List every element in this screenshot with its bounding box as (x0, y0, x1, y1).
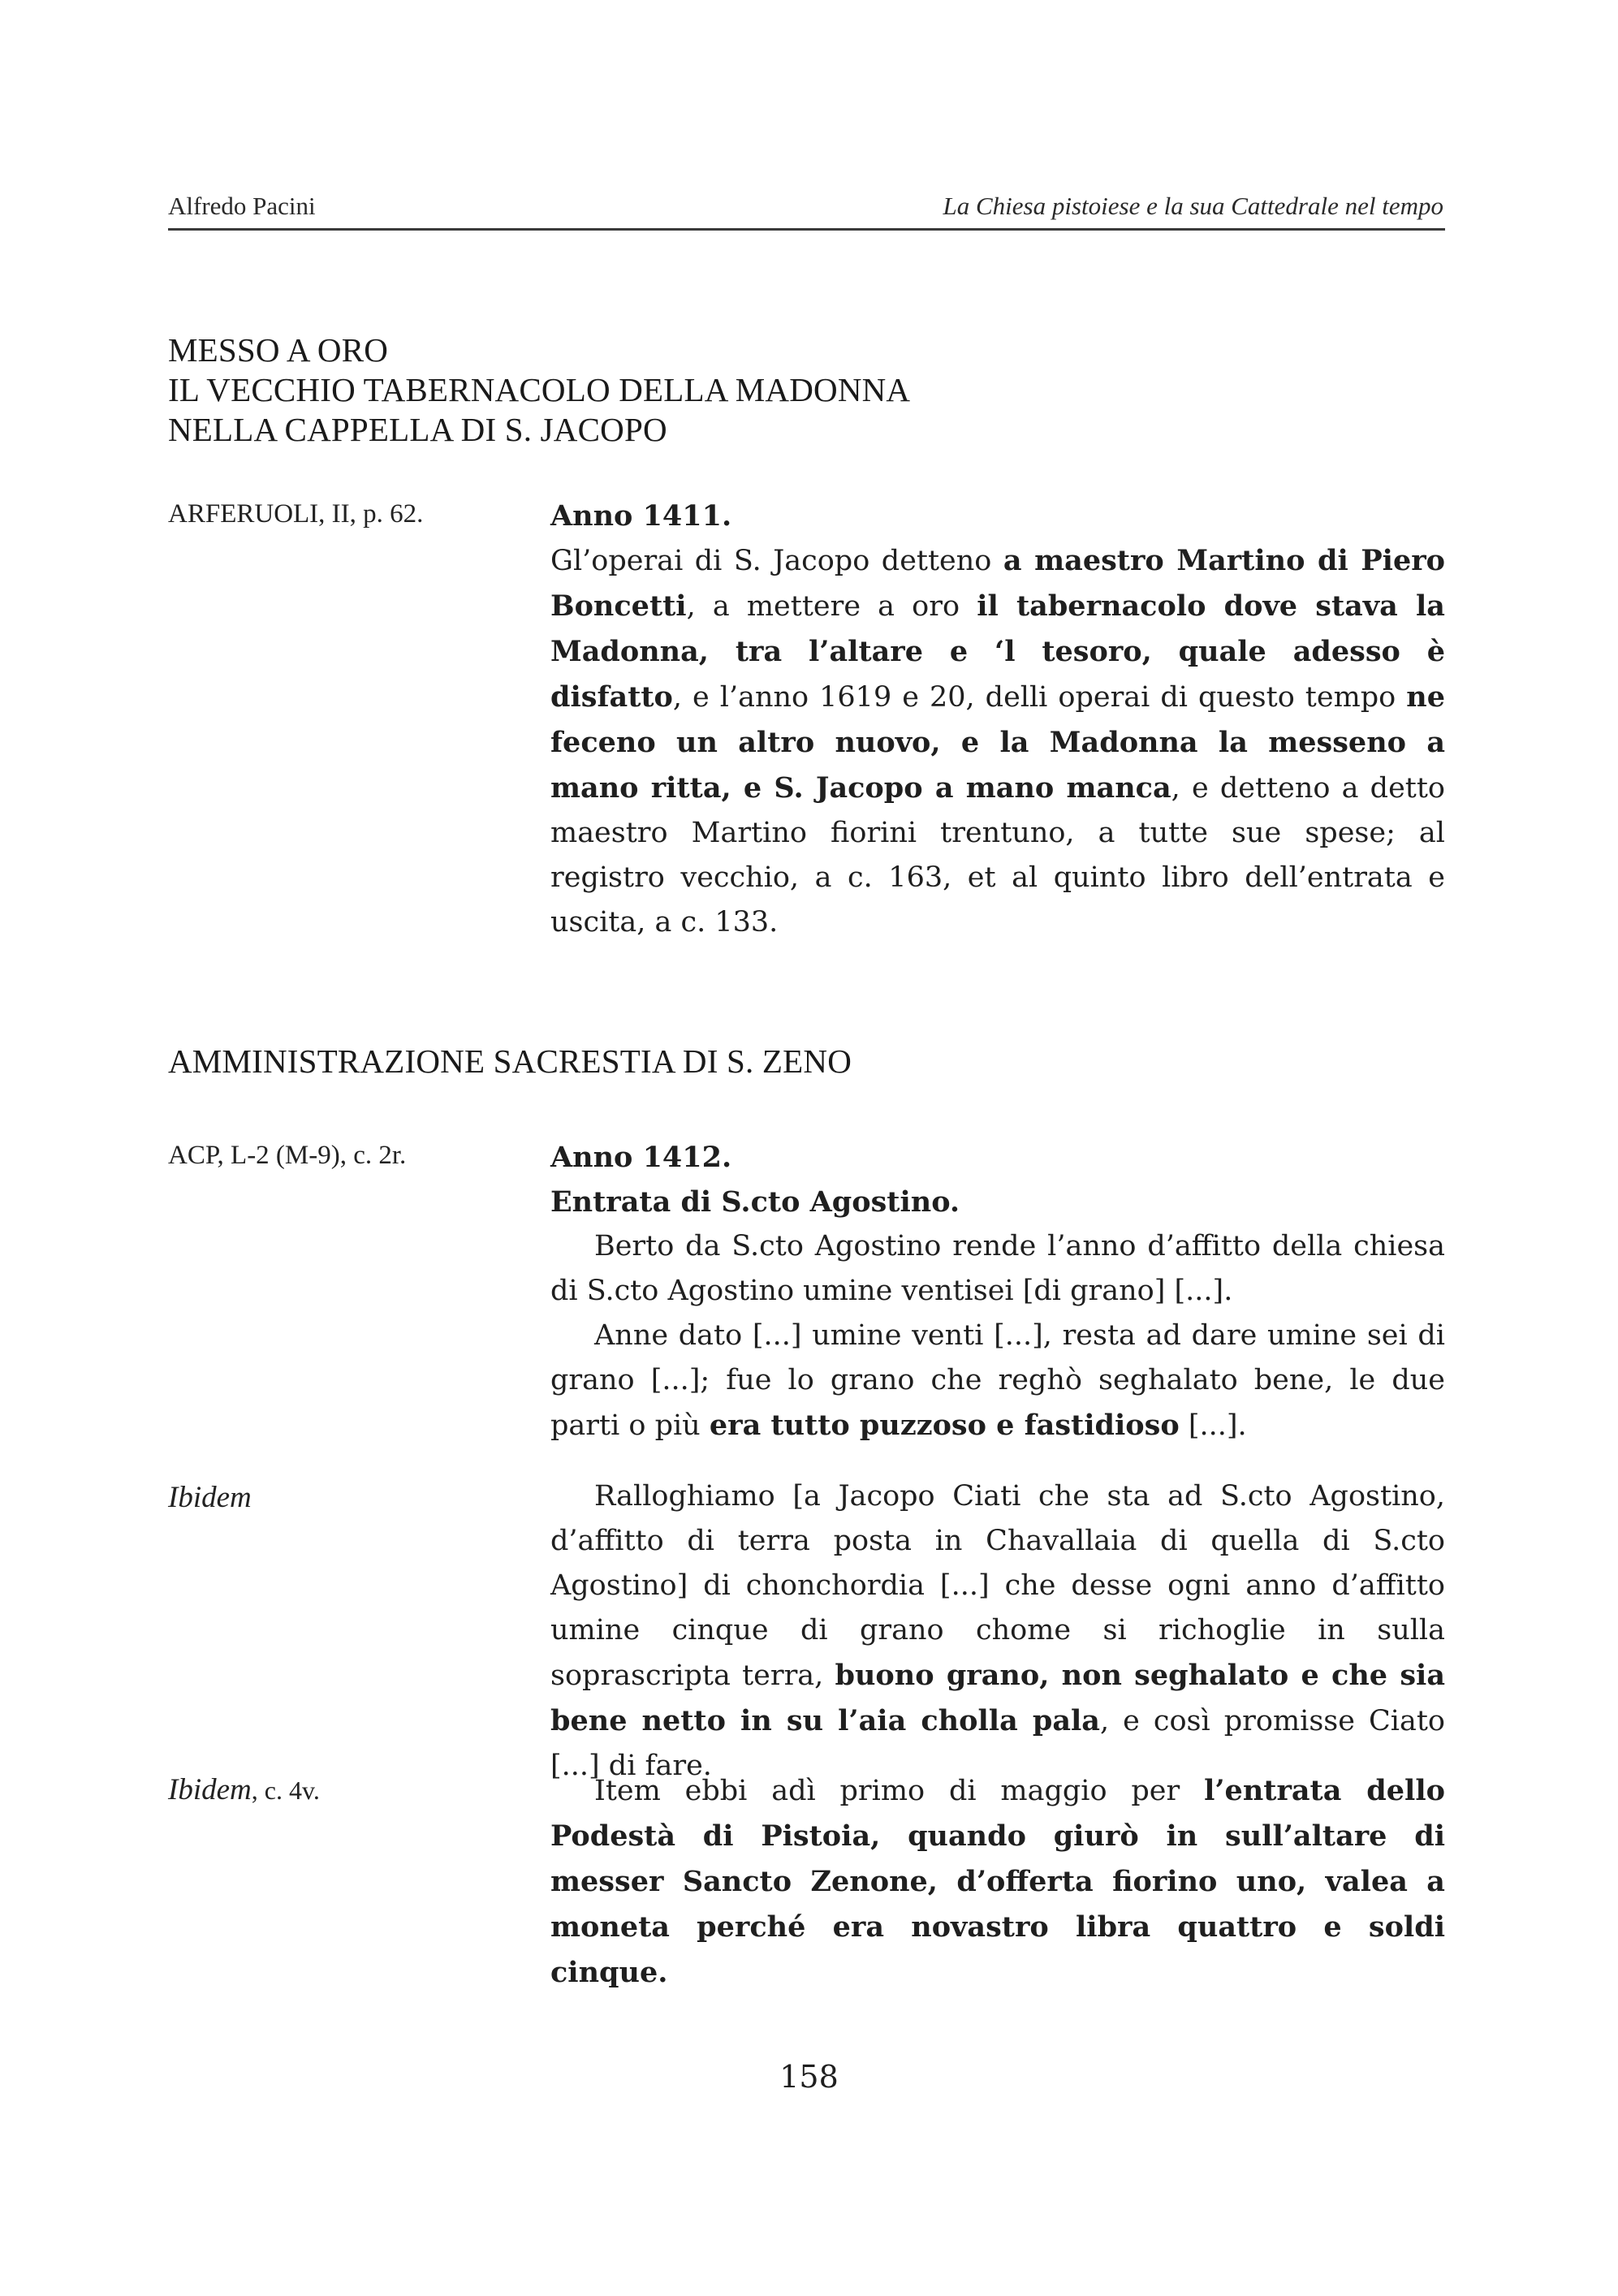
source-reference: ARFERUOLI, II, p. 62. (168, 499, 424, 529)
heading-line: IL VECCHIO TABERNACOLO DELLA MADONNA (168, 371, 911, 408)
running-head-title: La Chiesa pistoiese e la sua Cattedrale nel tempo (943, 192, 1443, 220)
entry-text-podesta (550, 1768, 1445, 1996)
entry-paragraph: Anne dato [...] umine venti [...], resta ad dare umine sei di grano [...]; fue lo grano che reghò seghalato bene, le due parti o più era tutto puzzoso e fastidioso [...]. (550, 1319, 1445, 1442)
entry-paragraph: Item ebbi adì primo di maggio per l’entrata dello Podestà di Pistoia, quando giurò in sull’altare di messer Sancto Zenone, d’offerta fiorino uno, valea a moneta perché era novastro libra quattro e soldi cinque. (550, 1774, 1445, 1989)
entry-subtitle: Entrata di S.cto Agostino. (550, 1185, 960, 1219)
section-heading-sacrestia: AMMINISTRAZIONE SACRESTIA DI S. ZENO (168, 1042, 852, 1080)
running-head-author: Alfredo Pacini (168, 192, 316, 220)
heading-line: MESSO A ORO (168, 331, 389, 369)
source-reference: ACP, L-2 (M-9), c. 2r. (168, 1141, 407, 1170)
entry-paragraph: Berto da S.cto Agostino rende l’anno d’affitto della chiesa di S.cto Agostino umine ventisei [di grano] [...]. (550, 1230, 1445, 1307)
entry-year: Anno 1412. (550, 1141, 732, 1174)
entry-text-1411 (550, 494, 1445, 945)
section-heading-tabernacolo (168, 330, 910, 450)
entry-paragraph: Gl’operai di S. Jacopo detteno a maestro Martino di Piero Boncetti, a mettere a oro il tabernacolo dove stava la Madonna, tra l’altare e ‘l tesoro, quale adesso è disfatto, e l’anno 1619 e 20, delli operai di questo tempo ne feceno un altro nuovo, e la Madonna la messeno a mano ritta, e S. Jacopo a mano manca, e detteno a detto maestro Martino fiorini trentuno, a tutte sue spese; al registro vecchio, a c. 163, et al quinto libro dell’entrata e uscita, a c. 133. (550, 544, 1446, 939)
entry-year: Anno 1411. (550, 499, 732, 533)
heading-line: NELLA CAPPELLA DI S. JACOPO (168, 411, 667, 448)
page-number: 158 (779, 2059, 839, 2095)
entry-text-1412 (550, 1135, 1445, 1448)
header-rule (168, 228, 1445, 231)
source-reference: Ibidem, c. 4v. (168, 1773, 320, 1806)
entry-paragraph: Ralloghiamo [a Jacopo Ciati che sta ad S.cto Agostino, d’affitto di terra posta in Chavallaia di quella di S.cto Agostino] di chonchordia [...] che desse ogni anno d’affitto umine cinque di grano chome si richoglie in sulla soprascripta terra, buono grano, non seghalato e che sia bene netto in su l’aia cholla pala, e così promisse Ciato [...] di fare. (550, 1480, 1445, 1782)
entry-text-ralloghiamo (550, 1474, 1445, 1789)
source-reference: Ibidem (168, 1481, 252, 1514)
